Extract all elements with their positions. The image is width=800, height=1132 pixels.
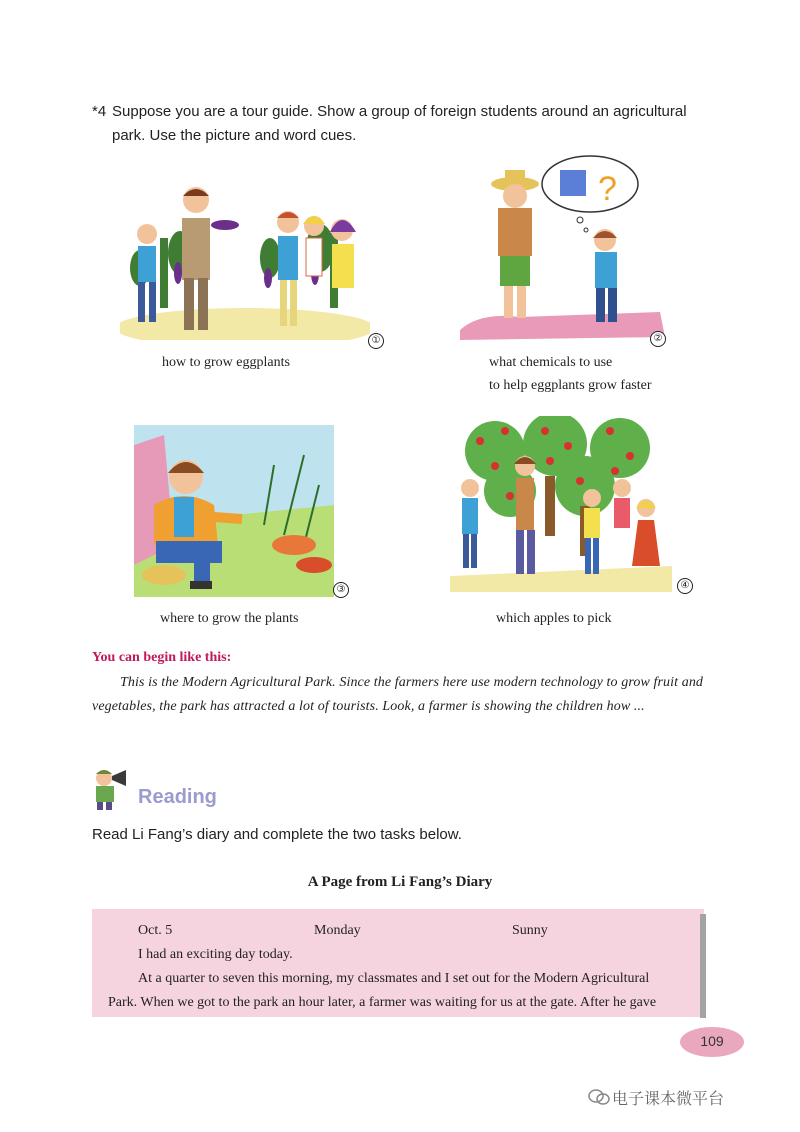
diary-date: Oct. 5 bbox=[138, 923, 173, 938]
tour-guide-illustration bbox=[120, 178, 370, 340]
diary-box bbox=[92, 909, 704, 1017]
picture-number-2: ② bbox=[650, 331, 666, 347]
task-number: *4 bbox=[92, 103, 107, 120]
picture-eggplant-tour bbox=[120, 178, 370, 340]
caption-1: how to grow eggplants bbox=[162, 355, 290, 370]
farmer-boy-illustration bbox=[460, 152, 670, 342]
caption-3: where to grow the plants bbox=[160, 611, 299, 626]
svg-text:?: ? bbox=[598, 170, 617, 208]
diary-title: A Page from Li Fang’s Diary bbox=[307, 874, 493, 890]
task-instruction: Suppose you are a tour guide. Show a group of foreign students around an agricultural park. Use the picture and word cues. bbox=[112, 103, 687, 144]
wechat-icon bbox=[588, 1088, 610, 1111]
caption-2-line-1: what chemicals to use bbox=[489, 355, 613, 370]
picture-apple-orchard bbox=[450, 416, 672, 592]
caption-2-line-2: to help eggplants grow faster bbox=[489, 378, 652, 393]
watermark-text: 电子课本微平台 bbox=[612, 1089, 725, 1108]
diary-line-2: At a quarter to seven this morning, my classmates and I set out for the Modern Agricultural bbox=[138, 971, 650, 986]
picture-number-1: ① bbox=[368, 333, 384, 349]
man-pointing-illustration bbox=[134, 425, 334, 597]
picture-number-3: ③ bbox=[333, 582, 349, 598]
picture-man-sitting bbox=[134, 425, 334, 597]
diary-day: Monday bbox=[314, 923, 361, 938]
caption-4: which apples to pick bbox=[496, 611, 612, 626]
diary-side-bar bbox=[700, 914, 706, 1018]
reading-icon bbox=[88, 764, 132, 815]
apple-picking-illustration bbox=[450, 416, 672, 592]
diary-line-3: Park. When we got to the park an hour later, a farmer was waiting for us at the gate. After he gave bbox=[108, 995, 657, 1010]
begin-heading: You can begin like this: bbox=[92, 650, 232, 665]
page-number: 109 bbox=[680, 1027, 744, 1057]
begin-paragraph: This is the Modern Agricultural Park. Since the farmers here use modern technology to grow fruit and vegetables, the park has attracted a lot of tourists. Look, a farmer is showing the children how ... bbox=[92, 675, 704, 714]
reading-title: Reading bbox=[138, 786, 217, 808]
diary-line-1: I had an exciting day today. bbox=[138, 947, 293, 962]
picture-farmer-question bbox=[460, 152, 670, 342]
reading-instruction: Read Li Fang’s diary and complete the two tasks below. bbox=[92, 826, 462, 843]
picture-number-4: ④ bbox=[677, 578, 693, 594]
diary-weather: Sunny bbox=[512, 923, 548, 938]
